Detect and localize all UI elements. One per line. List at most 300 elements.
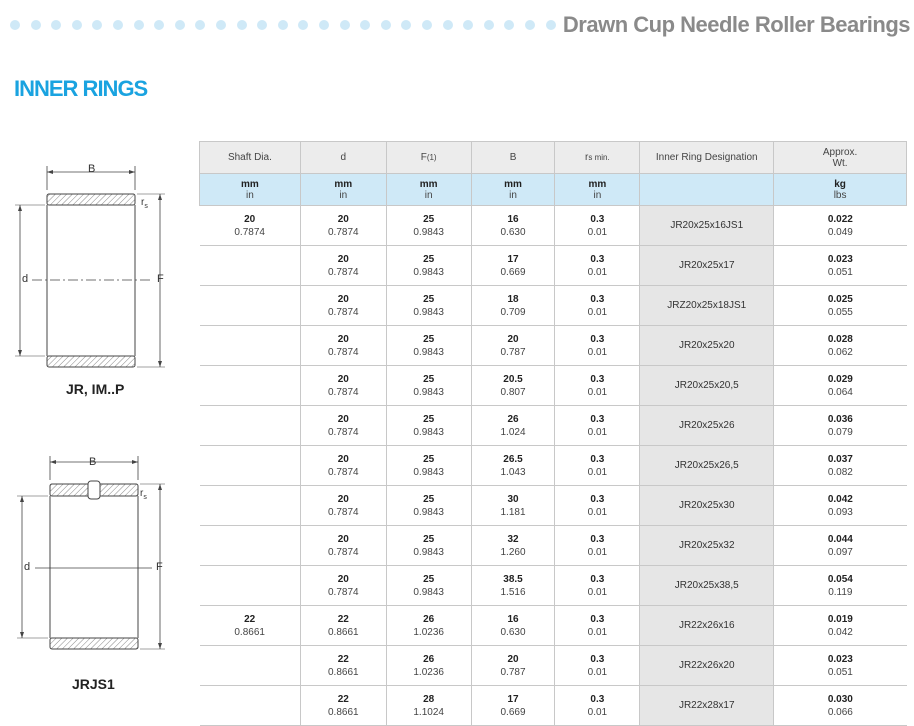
value-metric: 25 — [423, 413, 435, 425]
cell-designation: JR20x25x26,5 — [640, 446, 774, 486]
cell-weight — [774, 686, 907, 726]
cell-designation: JR22x26x16 — [640, 606, 774, 646]
cell-d — [300, 406, 386, 446]
table-row — [200, 206, 907, 246]
decorative-dot — [525, 20, 535, 30]
table-row — [200, 486, 907, 526]
decorative-dot — [298, 20, 308, 30]
decorative-dot — [92, 20, 102, 30]
value-imperial: 0.8661 — [327, 706, 359, 718]
cell-weight — [774, 526, 907, 566]
value-imperial: 0.01 — [587, 386, 608, 398]
table-row — [200, 406, 907, 446]
table-row — [200, 526, 907, 566]
table-row — [200, 606, 907, 646]
value-metric: 30 — [507, 493, 519, 505]
value-imperial: 0.01 — [587, 346, 608, 358]
value-lbs: 0.119 — [828, 586, 853, 598]
value-imperial: 0.01 — [587, 626, 608, 638]
decorative-dot — [216, 20, 226, 30]
cell-b — [471, 686, 555, 726]
decorative-dot — [72, 20, 82, 30]
col-header-d: d — [300, 142, 386, 174]
value-metric: 0.3 — [590, 413, 605, 425]
value-imperial: 0.9843 — [413, 386, 444, 398]
decorative-dot — [195, 20, 205, 30]
value-lbs: 0.082 — [827, 466, 853, 478]
cell-shaft — [200, 486, 301, 526]
unit-secondary: in — [246, 189, 254, 201]
value-metric: 18 — [507, 293, 519, 305]
value-metric: 0.3 — [590, 253, 605, 265]
unit-secondary: in — [339, 189, 348, 201]
table-row — [200, 446, 907, 486]
cell-shaft — [200, 446, 301, 486]
diagram-jr-label-rs — [141, 197, 148, 210]
value-metric: 26 — [423, 653, 435, 665]
value-metric: 0.3 — [590, 573, 605, 585]
value-metric: 0.3 — [590, 373, 605, 385]
unit-secondary: lbs — [833, 189, 847, 201]
value-imperial: 0.8661 — [234, 626, 265, 638]
cell-weight — [774, 446, 907, 486]
cell-b — [471, 566, 555, 606]
cell-d — [300, 686, 386, 726]
value-metric: 38.5 — [503, 573, 523, 585]
decorative-dot — [484, 20, 494, 30]
col-header-b: B — [471, 142, 555, 174]
cell-shaft — [200, 526, 301, 566]
value-imperial: 0.7874 — [234, 226, 265, 238]
value-metric: 0.3 — [590, 453, 605, 465]
diagram-jr-label-f: F — [157, 273, 164, 285]
value-imperial: 1.260 — [500, 546, 526, 558]
col-header-shaft: Shaft Dia. — [200, 142, 301, 174]
decorative-dot — [51, 20, 61, 30]
cell-rs — [555, 486, 640, 526]
cell-shaft — [200, 286, 301, 326]
cell-shaft — [200, 326, 301, 366]
value-imperial: 0.669 — [500, 706, 526, 718]
value-imperial: 0.709 — [500, 306, 526, 318]
bearing-diagram-jr — [10, 160, 190, 375]
unit-primary: mm — [334, 178, 353, 190]
value-metric: 20 — [337, 453, 349, 465]
value-kg: 0.036 — [827, 413, 853, 425]
value-imperial: 0.01 — [587, 586, 608, 598]
value-lbs: 0.042 — [827, 626, 853, 638]
cell-shaft — [200, 686, 301, 726]
diagram-jr-label-rs-sub: s — [144, 203, 148, 210]
cell-b — [471, 206, 555, 246]
col-header-weight-line1: Approx. — [822, 146, 858, 158]
table-row — [200, 286, 907, 326]
value-imperial: 0.630 — [500, 226, 526, 238]
decorative-dot — [113, 20, 123, 30]
cell-d — [300, 326, 386, 366]
value-metric: 22 — [337, 613, 349, 625]
cell-d — [300, 446, 386, 486]
value-metric: 0.3 — [590, 333, 605, 345]
unit-weight — [774, 174, 907, 206]
value-kg: 0.023 — [827, 653, 853, 665]
decorative-dot — [443, 20, 453, 30]
cell-shaft — [200, 606, 301, 646]
value-metric: 20 — [337, 573, 349, 585]
value-imperial: 0.01 — [587, 546, 608, 558]
cell-weight — [774, 486, 907, 526]
value-imperial: 0.9843 — [413, 346, 444, 358]
value-metric: 25 — [423, 253, 435, 265]
unit-rs — [555, 174, 640, 206]
unit-d — [300, 174, 386, 206]
value-metric: 22 — [337, 693, 349, 705]
cell-f — [386, 446, 471, 486]
value-imperial: 0.787 — [500, 666, 526, 678]
cell-f — [386, 206, 471, 246]
unit-b — [471, 174, 555, 206]
table-header-row — [200, 142, 907, 174]
value-imperial: 0.7874 — [327, 506, 359, 518]
cell-designation: JR20x25x20,5 — [640, 366, 774, 406]
cell-b — [471, 406, 555, 446]
value-kg: 0.030 — [827, 693, 853, 705]
decorative-dot — [546, 20, 556, 30]
value-imperial: 0.669 — [500, 266, 526, 278]
value-lbs: 0.066 — [827, 706, 853, 718]
decorative-dot — [504, 20, 514, 30]
value-metric: 0.3 — [590, 533, 605, 545]
value-imperial: 0.01 — [587, 226, 608, 238]
cell-d — [300, 286, 386, 326]
cell-designation: JR20x25x26 — [640, 406, 774, 446]
value-imperial: 0.7874 — [327, 466, 359, 478]
cell-rs — [555, 246, 640, 286]
value-metric: 20.5 — [503, 373, 523, 385]
value-metric: 22 — [244, 613, 256, 625]
value-metric: 25 — [423, 533, 435, 545]
col-header-rs-main: r — [585, 152, 589, 163]
value-metric: 25 — [423, 573, 435, 585]
diagram-jrjs1-label-rs-main: r — [140, 488, 144, 499]
value-imperial: 0.630 — [500, 626, 526, 638]
table-row — [200, 366, 907, 406]
cell-rs — [555, 326, 640, 366]
value-imperial: 0.01 — [587, 306, 608, 318]
unit-primary: kg — [834, 178, 846, 190]
value-imperial: 0.9843 — [413, 426, 444, 438]
diagram-jrjs1-label-rs-sub: s — [143, 494, 147, 501]
value-imperial: 0.7874 — [327, 266, 359, 278]
value-metric: 25 — [423, 293, 435, 305]
cell-b — [471, 446, 555, 486]
value-metric: 20 — [337, 253, 349, 265]
cell-f — [386, 326, 471, 366]
cell-rs — [555, 606, 640, 646]
col-header-f-sub: (1) — [426, 153, 437, 162]
value-imperial: 0.807 — [500, 386, 526, 398]
value-imperial: 1.181 — [500, 506, 526, 518]
decorative-dot — [319, 20, 329, 30]
cell-weight — [774, 646, 907, 686]
cell-shaft — [200, 206, 301, 246]
cell-d — [300, 526, 386, 566]
diagram-jrjs1-label-f: F — [156, 561, 163, 573]
cell-shaft — [200, 406, 301, 446]
value-kg: 0.044 — [827, 533, 853, 545]
value-imperial: 0.7874 — [327, 226, 359, 238]
value-metric: 20 — [507, 333, 519, 345]
diagram-jrjs1-name: JRJS1 — [72, 676, 115, 692]
value-imperial: 0.9843 — [413, 466, 444, 478]
cell-weight — [774, 286, 907, 326]
value-lbs: 0.093 — [827, 506, 853, 518]
cell-d — [300, 206, 386, 246]
cell-f — [386, 246, 471, 286]
cell-b — [471, 486, 555, 526]
decorative-dot — [257, 20, 267, 30]
unit-primary: mm — [241, 178, 259, 190]
decorative-dot — [278, 20, 288, 30]
decorative-dot — [401, 20, 411, 30]
decorative-dot — [10, 20, 20, 30]
cell-designation: JR20x25x32 — [640, 526, 774, 566]
diagram-jrjs1-label-rs — [140, 488, 147, 501]
value-metric: 0.3 — [590, 213, 605, 225]
cell-weight — [774, 406, 907, 446]
cell-f — [386, 366, 471, 406]
value-metric: 17 — [507, 253, 519, 265]
value-kg: 0.029 — [827, 373, 853, 385]
col-header-weight — [774, 142, 907, 174]
cell-weight — [774, 566, 907, 606]
value-kg: 0.037 — [827, 453, 853, 465]
cell-rs — [555, 366, 640, 406]
page-title: Drawn Cup Needle Roller Bearings — [562, 12, 910, 37]
cell-rs — [555, 446, 640, 486]
cell-rs — [555, 526, 640, 566]
cell-d — [300, 246, 386, 286]
value-imperial: 1.516 — [500, 586, 526, 598]
diagram-jr-label-rs-main: r — [141, 197, 145, 208]
value-lbs: 0.051 — [827, 266, 853, 278]
cell-d — [300, 566, 386, 606]
table-row — [200, 686, 907, 726]
value-kg: 0.022 — [827, 213, 853, 225]
value-imperial: 0.9843 — [413, 306, 444, 318]
value-kg: 0.042 — [827, 493, 853, 505]
col-header-f — [386, 142, 471, 174]
decorative-dot — [360, 20, 370, 30]
value-imperial: 0.01 — [587, 266, 608, 278]
unit-primary: mm — [588, 178, 607, 190]
cell-b — [471, 246, 555, 286]
value-metric: 32 — [507, 533, 519, 545]
cell-f — [386, 566, 471, 606]
value-imperial: 1.0236 — [413, 666, 444, 678]
diagram-jr-label-b: B — [88, 163, 96, 175]
decorative-dots — [10, 20, 555, 32]
value-metric: 20 — [507, 653, 519, 665]
value-metric: 20 — [337, 373, 349, 385]
table-row — [200, 566, 907, 606]
cell-f — [386, 606, 471, 646]
value-metric: 0.3 — [590, 613, 605, 625]
diagram-jrjs1-label-b: B — [89, 456, 97, 468]
cell-b — [471, 366, 555, 406]
cell-designation: JRZ20x25x18JS1 — [640, 286, 774, 326]
value-imperial: 0.01 — [587, 666, 608, 678]
bearing-diagram-jrjs1 — [10, 452, 190, 667]
cell-shaft — [200, 646, 301, 686]
value-metric: 25 — [423, 333, 435, 345]
value-metric: 20 — [337, 293, 349, 305]
value-imperial: 1.024 — [500, 426, 526, 438]
cell-weight — [774, 366, 907, 406]
cell-rs — [555, 286, 640, 326]
cell-rs — [555, 686, 640, 726]
col-header-f-main: F — [420, 152, 427, 163]
value-metric: 20 — [337, 413, 349, 425]
value-lbs: 0.079 — [827, 426, 853, 438]
decorative-dot — [463, 20, 473, 30]
value-metric: 26 — [507, 413, 519, 425]
diagram-jrjs1-label-d: d — [24, 561, 31, 573]
value-metric: 20 — [337, 533, 349, 545]
inner-rings-table — [199, 141, 907, 726]
cell-b — [471, 526, 555, 566]
cell-designation: JR20x25x30 — [640, 486, 774, 526]
table-row — [200, 646, 907, 686]
decorative-dot — [175, 20, 185, 30]
col-header-weight-line2: Wt. — [832, 157, 848, 169]
value-imperial: 0.9843 — [413, 506, 444, 518]
cell-rs — [555, 406, 640, 446]
value-imperial: 0.01 — [587, 706, 608, 718]
cell-weight — [774, 326, 907, 366]
cell-shaft — [200, 366, 301, 406]
section-title: INNER RINGS — [14, 76, 148, 101]
decorative-dot — [237, 20, 247, 30]
value-lbs: 0.051 — [827, 666, 853, 678]
value-imperial: 0.7874 — [327, 346, 359, 358]
cell-d — [300, 486, 386, 526]
cell-d — [300, 366, 386, 406]
decorative-dot — [31, 20, 41, 30]
value-kg: 0.025 — [827, 293, 853, 305]
value-kg: 0.023 — [827, 253, 853, 265]
value-imperial: 1.0236 — [413, 626, 444, 638]
cell-weight — [774, 606, 907, 646]
cell-f — [386, 406, 471, 446]
value-imperial: 0.9843 — [413, 586, 444, 598]
cell-d — [300, 606, 386, 646]
cell-f — [386, 486, 471, 526]
cell-rs — [555, 206, 640, 246]
cell-designation: JR20x25x16JS1 — [640, 206, 774, 246]
col-header-designation: Inner Ring Designation — [640, 142, 774, 174]
decorative-dot — [154, 20, 164, 30]
value-imperial: 1.043 — [500, 466, 526, 478]
unit-shaft — [200, 174, 301, 206]
cell-shaft — [200, 566, 301, 606]
value-imperial: 1.1024 — [413, 706, 444, 718]
table-row — [200, 246, 907, 286]
value-metric: 0.3 — [590, 693, 605, 705]
value-metric: 26.5 — [503, 453, 523, 465]
value-imperial: 0.787 — [500, 346, 526, 358]
value-metric: 22 — [337, 653, 349, 665]
cell-weight — [774, 206, 907, 246]
value-metric: 28 — [423, 693, 435, 705]
cell-designation: JR22x28x17 — [640, 686, 774, 726]
cell-d — [300, 646, 386, 686]
value-metric: 25 — [423, 493, 435, 505]
value-metric: 25 — [423, 213, 435, 225]
value-metric: 17 — [507, 693, 519, 705]
table-units-row — [200, 174, 907, 206]
value-metric: 20 — [244, 213, 256, 225]
decorative-dot — [134, 20, 144, 30]
unit-secondary: in — [509, 189, 517, 201]
cell-designation: JR20x25x38,5 — [640, 566, 774, 606]
value-imperial: 0.7874 — [327, 426, 359, 438]
value-metric: 16 — [507, 613, 519, 625]
cell-f — [386, 686, 471, 726]
value-metric: 25 — [423, 453, 435, 465]
value-imperial: 0.01 — [587, 426, 608, 438]
value-imperial: 0.9843 — [413, 546, 444, 558]
cell-designation: JR20x25x20 — [640, 326, 774, 366]
value-imperial: 0.7874 — [327, 546, 359, 558]
cell-rs — [555, 646, 640, 686]
col-header-rs-sub: s min. — [588, 153, 610, 162]
value-imperial: 0.8661 — [327, 666, 359, 678]
value-imperial: 0.7874 — [327, 386, 359, 398]
value-metric: 20 — [337, 333, 349, 345]
value-imperial: 0.9843 — [413, 266, 444, 278]
col-header-rs — [555, 142, 640, 174]
cell-shaft — [200, 246, 301, 286]
table-row — [200, 326, 907, 366]
value-kg: 0.019 — [827, 613, 853, 625]
value-imperial: 0.7874 — [327, 306, 359, 318]
table-body — [200, 206, 907, 726]
unit-designation — [640, 174, 774, 206]
value-metric: 0.3 — [590, 653, 605, 665]
value-metric: 20 — [337, 493, 349, 505]
diagram-jr-label-d: d — [22, 273, 29, 285]
value-lbs: 0.097 — [827, 546, 853, 558]
cell-b — [471, 286, 555, 326]
value-metric: 25 — [423, 373, 435, 385]
cell-b — [471, 646, 555, 686]
value-metric: 0.3 — [590, 293, 605, 305]
value-imperial: 0.01 — [587, 506, 608, 518]
value-kg: 0.028 — [827, 333, 853, 345]
cell-rs — [555, 566, 640, 606]
value-lbs: 0.049 — [827, 226, 853, 238]
value-metric: 20 — [337, 213, 349, 225]
value-imperial: 0.7874 — [327, 586, 359, 598]
decorative-dot — [381, 20, 391, 30]
decorative-dot — [340, 20, 350, 30]
value-metric: 0.3 — [590, 493, 605, 505]
value-imperial: 0.01 — [587, 466, 608, 478]
value-lbs: 0.055 — [827, 306, 853, 318]
cell-weight — [774, 246, 907, 286]
cell-b — [471, 326, 555, 366]
